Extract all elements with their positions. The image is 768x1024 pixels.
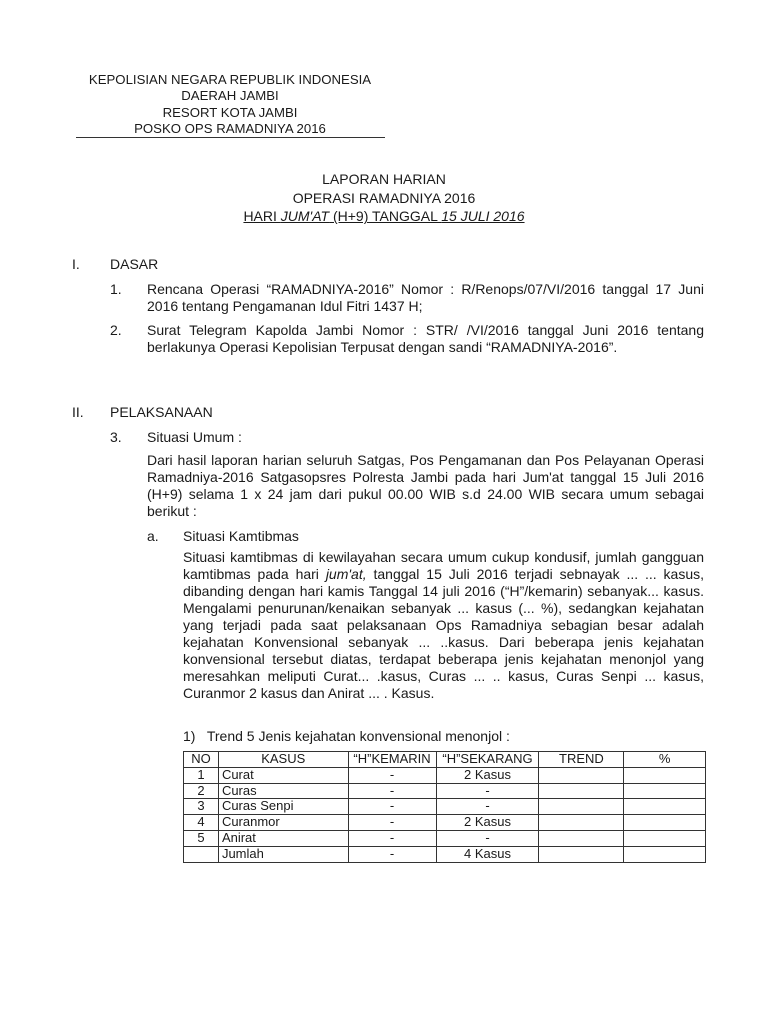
cell-percent: [624, 815, 706, 831]
sub-a-text-italic: jum'at,: [325, 566, 367, 582]
trend-label: 1) Trend 5 Jenis kejahatan konvensional menonjol :: [183, 728, 510, 744]
header-no: NO: [184, 752, 219, 768]
title-hari: HARI: [243, 208, 281, 225]
cell-kasus: Curas Senpi: [218, 799, 348, 815]
cell-kemarin: -: [348, 799, 436, 815]
cell-percent: [624, 783, 706, 799]
report-title: [0, 170, 768, 226]
letterhead: [60, 72, 400, 137]
sub-a-number: a.: [147, 528, 159, 544]
cell-no: 2: [184, 783, 219, 799]
cell-no: 5: [184, 830, 219, 846]
cell-kemarin: -: [348, 767, 436, 783]
header-kemarin: “H”KEMARIN: [348, 752, 436, 768]
crime-trend-table: [183, 751, 706, 863]
cell-kemarin: -: [348, 846, 436, 862]
item-1-number: 1.: [110, 281, 122, 297]
item-2-text: Surat Telegram Kapolda Jambi Nomor : STR/ /VI/2016 tanggal Juni 2016 tentang berlakunya Operasi Kepolisian Terpusat dengan sandi “RAMADNIYA-2016”.: [147, 322, 704, 355]
cell-percent: [624, 767, 706, 783]
header-trend: TREND: [539, 752, 624, 768]
letterhead-line-4: POSKO OPS RAMADNIYA 2016: [134, 120, 326, 136]
cell-trend: [539, 783, 624, 799]
letterhead-line-3: RESORT KOTA JAMBI: [162, 104, 298, 120]
cell-trend: [539, 830, 624, 846]
title-line-2: OPERASI RAMADNIYA 2016: [292, 189, 476, 206]
item-3-heading: Situasi Umum :: [147, 429, 242, 445]
table-row: [184, 830, 706, 846]
cell-trend: [539, 846, 624, 862]
cell-kasus: Anirat: [218, 830, 348, 846]
cell-percent: [624, 846, 706, 862]
cell-sekarang: 2 Kasus: [436, 815, 539, 831]
cell-no: 1: [184, 767, 219, 783]
section-2-number: II.: [72, 404, 84, 420]
table-row: [184, 783, 706, 799]
section-2-heading: PELAKSANAAN: [110, 404, 213, 420]
letterhead-line-1: KEPOLISIAN NEGARA REPUBLIK INDONESIA: [88, 72, 372, 87]
header-percent: %: [624, 752, 706, 768]
item-2-number: 2.: [110, 322, 122, 338]
table-row: [184, 799, 706, 815]
cell-kasus: Curat: [218, 767, 348, 783]
item-1-text: Rencana Operasi “RAMADNIYA-2016” Nomor : R/Renops/07/VI/2016 tanggal 17 Juni 2016 tentang Pengamanan Idul Fitri 1437 H;: [147, 281, 704, 314]
cell-kemarin: -: [348, 783, 436, 799]
table-row: [184, 815, 706, 831]
sub-a-text: [183, 549, 704, 702]
cell-sekarang: 2 Kasus: [436, 767, 539, 783]
section-1-heading: DASAR: [110, 256, 159, 272]
cell-kemarin: -: [348, 815, 436, 831]
item-3-number: 3.: [110, 429, 122, 445]
title-date: 15 JULI 2016: [441, 208, 525, 225]
table-row: [184, 767, 706, 783]
sub-a-text-part-2: tanggal 15 Juli 2016 terjadi sebnayak ... ... kasus, dibanding dengan hari kamis Tanggal 14 juli 2016 (“H”/kemarin) sebanyak... kasus. Mengalami penurunan/kenaikan sebanyak ... kasus (... %), sedangkan kejahatan yang terjadi pada saat pelaksanaan Ops Ramadniya sebagian besar adalah kejahatan Konvensional sebanyak ... ..kasus. Dari beberapa jenis kejahatan konvensional tersebut diatas, terdapat beberapa jenis kejahatan menonjol yang meresahkan meliputi Curat... .kasus, Curas ... .. kasus, Curas Senpi ... kasus, Curanmor 2 kasus dan Anirat ... . Kasus.: [183, 566, 705, 701]
cell-no: 3: [184, 799, 219, 815]
cell-trend: [539, 799, 624, 815]
cell-sekarang: -: [436, 783, 539, 799]
title-line-3: [0, 207, 768, 226]
cell-kasus: Jumlah: [218, 846, 348, 862]
section-1-number: I.: [72, 256, 80, 272]
cell-trend: [539, 815, 624, 831]
item-3-text: Dari hasil laporan harian seluruh Satgas, Pos Pengamanan dan Pos Pelayanan Operasi Ramadniya-2016 Satgasopsres Polresta Jambi pada hari Jum'at tanggal 15 Juli 2016 (H+9) selama 1 x 24 jam dari pukul 00.00 WIB s.d 24.00 WIB secara umum sebagai berikut :: [147, 452, 704, 519]
table-row-total: [184, 846, 706, 862]
table-header-row: [184, 752, 706, 768]
cell-percent: [624, 799, 706, 815]
cell-no: 4: [184, 815, 219, 831]
cell-kemarin: -: [348, 830, 436, 846]
cell-sekarang: 4 Kasus: [436, 846, 539, 862]
cell-kasus: Curas: [218, 783, 348, 799]
header-kasus: KASUS: [218, 752, 348, 768]
sub-a-text-part-1: Situasi kamtibmas di kewilayahan secara umum cukup kondusif, jumlah gangguan kamtibmas pada hari: [183, 549, 704, 582]
cell-no: [184, 846, 219, 862]
letterhead-divider: [76, 137, 385, 138]
sub-a-heading: Situasi Kamtibmas: [183, 528, 299, 544]
cell-percent: [624, 830, 706, 846]
cell-trend: [539, 767, 624, 783]
title-line-1: LAPORAN HARIAN: [322, 171, 446, 187]
cell-sekarang: -: [436, 799, 539, 815]
cell-sekarang: -: [436, 830, 539, 846]
letterhead-line-2: DAERAH JAMBI: [181, 88, 279, 104]
title-day: JUM'AT: [280, 208, 330, 225]
cell-kasus: Curanmor: [218, 815, 348, 831]
header-sekarang: “H”SEKARANG: [436, 752, 539, 768]
title-tanggal: (H+9) TANGGAL: [329, 208, 442, 225]
